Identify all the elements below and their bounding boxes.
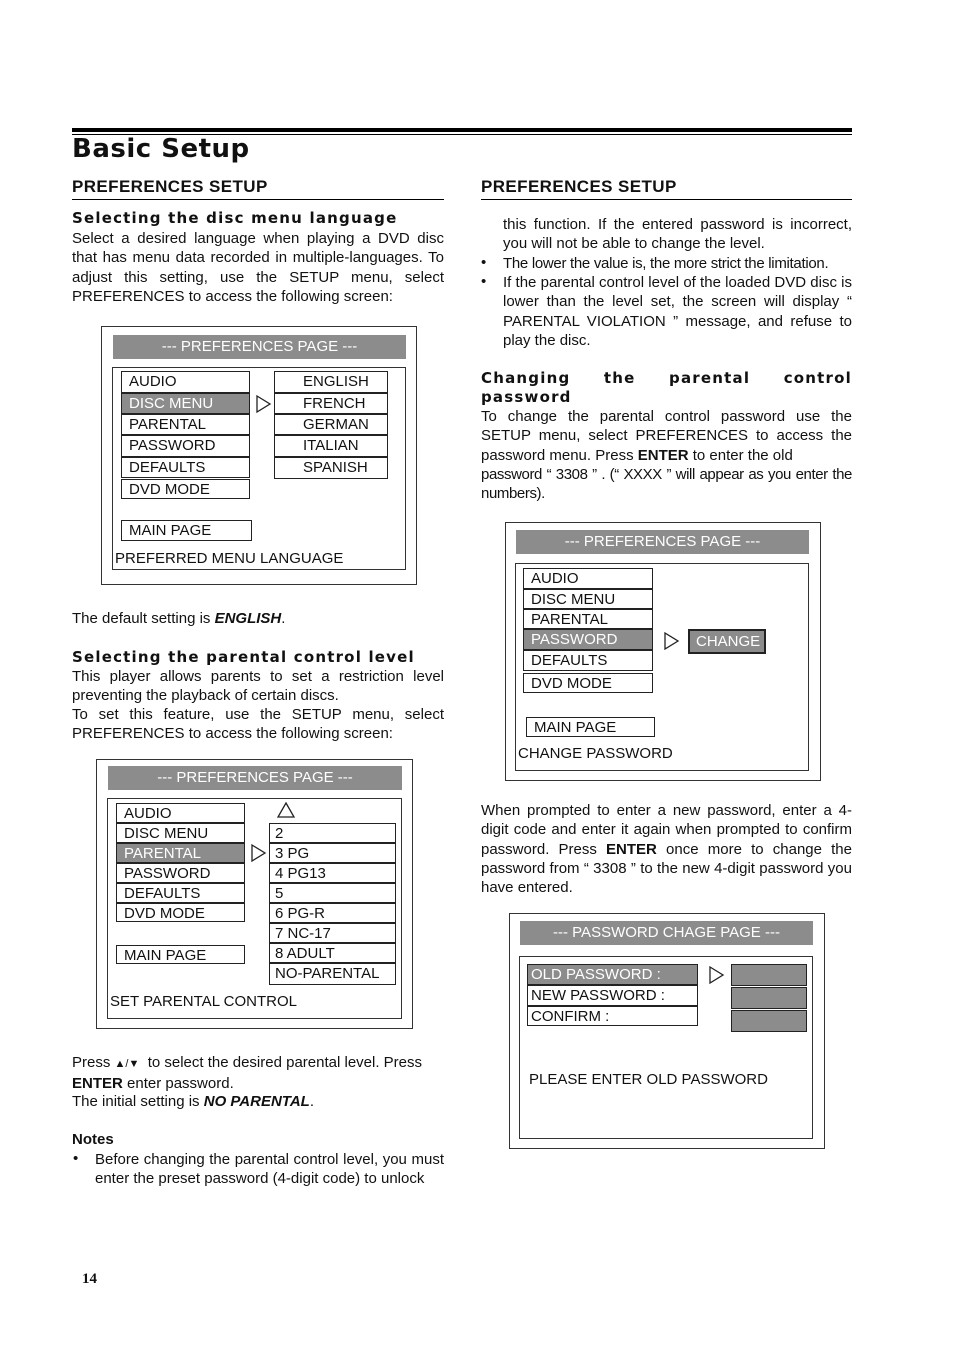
up-down-arrow-icon: ▲/▼ bbox=[114, 1058, 140, 1070]
language-option-german[interactable]: GERMAN bbox=[274, 414, 388, 435]
language-option-spanish[interactable]: SPANISH bbox=[274, 457, 388, 479]
menu-item-disc-menu[interactable]: DISC MENU bbox=[116, 823, 245, 843]
menu-item-parental[interactable]: PARENTAL bbox=[121, 414, 250, 435]
note-bullet-1: Before changing the parental control level, you must enter the preset password (4-digit code) to unlock bbox=[95, 1151, 444, 1188]
level-option[interactable]: 7 NC-17 bbox=[269, 923, 396, 943]
level-option-no-parental[interactable]: NO-PARENTAL bbox=[269, 963, 396, 985]
screen-status-text: PLEASE ENTER OLD PASSWORD bbox=[529, 1071, 768, 1088]
old-password-label: OLD PASSWORD : bbox=[527, 964, 698, 985]
right-section-title: PREFERENCES SETUP bbox=[481, 177, 677, 196]
arrow-right-icon bbox=[663, 632, 681, 650]
menu-item-dvd-mode[interactable]: DVD MODE bbox=[116, 903, 245, 922]
level-option[interactable]: 8 ADULT bbox=[269, 943, 396, 963]
menu-item-audio[interactable]: AUDIO bbox=[121, 371, 250, 393]
page-number: 14 bbox=[82, 1271, 97, 1287]
level-option[interactable]: 5 bbox=[269, 883, 396, 903]
bullet-dot: • bbox=[73, 1150, 79, 1167]
right-section-rule bbox=[481, 199, 852, 200]
password-heading: Changing the parental control password bbox=[481, 369, 852, 406]
main-page-button[interactable]: MAIN PAGE bbox=[116, 945, 245, 964]
screen-header: --- PREFERENCES PAGE --- bbox=[113, 335, 406, 359]
menu-item-disc-menu[interactable]: DISC MENU bbox=[523, 589, 653, 609]
parental-intro-1: This player allows parents to set a restriction level preventing the playback of certain discs. bbox=[72, 668, 444, 705]
screen-header: --- PREFERENCES PAGE --- bbox=[516, 530, 809, 554]
screen-header: --- PREFERENCES PAGE --- bbox=[108, 766, 402, 790]
menu-item-disc-menu[interactable]: DISC MENU bbox=[121, 393, 250, 414]
new-password-input[interactable] bbox=[731, 987, 807, 1009]
header-rule bbox=[72, 128, 852, 132]
bullet-dot: • bbox=[481, 273, 487, 290]
note-bullet-2: The lower the value is, the more strict the limitation. bbox=[503, 255, 829, 272]
change-button[interactable]: CHANGE bbox=[688, 629, 766, 654]
menu-item-audio[interactable]: AUDIO bbox=[116, 803, 245, 823]
menu-item-password[interactable]: PASSWORD bbox=[116, 863, 245, 883]
menu-item-parental[interactable]: PARENTAL bbox=[523, 609, 653, 629]
menu-item-defaults[interactable]: DEFAULTS bbox=[523, 650, 653, 671]
arrow-right-icon bbox=[708, 966, 726, 984]
screen-status-text: CHANGE PASSWORD bbox=[518, 745, 673, 762]
language-option-french[interactable]: FRENCH bbox=[274, 393, 388, 414]
initial-setting-text: The initial setting is NO PARENTAL. bbox=[72, 1093, 315, 1110]
menu-item-password[interactable]: PASSWORD bbox=[121, 435, 250, 457]
new-password-instructions: When prompted to enter a new password, enter a 4-digit code and enter it again when prompted to confirm password. Press ENTER once more to change the password from “ 3308 ” to the new 4-digit password you have entered. bbox=[481, 802, 852, 897]
level-option[interactable]: 4 PG13 bbox=[269, 863, 396, 883]
disc-menu-heading: Selecting the disc menu language bbox=[72, 209, 398, 227]
main-page-button[interactable]: MAIN PAGE bbox=[526, 717, 655, 737]
parental-press-instructions: Press ▲/▼ to select the desired parental level. Press ENTER enter password. bbox=[72, 1054, 423, 1093]
arrow-right-icon bbox=[255, 395, 273, 413]
left-section-rule bbox=[72, 199, 444, 200]
note-bullet-3: If the parental control level of the loaded DVD disc is lower than the level set, the screen will display “ PARENTAL VIOLATION ” message, and refuse to play the disc. bbox=[503, 274, 852, 349]
left-section-title: PREFERENCES SETUP bbox=[72, 177, 268, 196]
main-page-button[interactable]: MAIN PAGE bbox=[121, 520, 252, 541]
language-option-italian[interactable]: ITALIAN bbox=[274, 435, 388, 457]
bullet-dot: • bbox=[481, 254, 487, 271]
level-option[interactable]: 2 bbox=[269, 823, 396, 843]
level-option[interactable]: 6 PG-R bbox=[269, 903, 396, 923]
screen-status-text: PREFERRED MENU LANGUAGE bbox=[115, 550, 344, 567]
screen-status-text: SET PARENTAL CONTROL bbox=[110, 993, 297, 1010]
level-option[interactable]: 3 PG bbox=[269, 843, 396, 863]
disc-menu-intro: Select a desired language when playing a DVD disc that has menu data recorded in multiple-languages. To adjust this setting, use the SETUP menu, select PREFERENCES to access the following screen: bbox=[72, 230, 444, 305]
screen-header: --- PASSWORD CHAGE PAGE --- bbox=[520, 921, 813, 945]
arrow-right-icon bbox=[250, 844, 268, 862]
notes-title: Notes bbox=[72, 1131, 114, 1148]
parental-heading: Selecting the parental control level bbox=[72, 648, 415, 666]
language-option-english[interactable]: ENGLISH bbox=[274, 371, 388, 393]
note-bullet-1-continued: this function. If the entered password is incorrect, you will not be able to change the level. bbox=[503, 216, 852, 253]
password-intro: To change the parental control password use the SETUP menu, select PREFERENCES to access the password menu. Press ENTER to enter the old password “ 3308 ” . (“ XXXX ” will appear as you enter the numbers). bbox=[481, 408, 852, 503]
new-password-label: NEW PASSWORD : bbox=[527, 985, 698, 1006]
menu-item-password[interactable]: PASSWORD bbox=[523, 629, 653, 650]
menu-item-dvd-mode[interactable]: DVD MODE bbox=[121, 479, 250, 499]
menu-item-audio[interactable]: AUDIO bbox=[523, 568, 653, 589]
menu-item-defaults[interactable]: DEFAULTS bbox=[116, 883, 245, 903]
old-password-input[interactable] bbox=[731, 964, 807, 986]
page-title: Basic Setup bbox=[72, 134, 250, 164]
menu-item-defaults[interactable]: DEFAULTS bbox=[121, 457, 250, 478]
confirm-password-input[interactable] bbox=[731, 1010, 807, 1032]
menu-item-dvd-mode[interactable]: DVD MODE bbox=[523, 673, 653, 693]
menu-item-parental[interactable]: PARENTAL bbox=[116, 843, 245, 863]
default-setting-text: The default setting is ENGLISH. bbox=[72, 610, 286, 627]
arrow-up-icon bbox=[276, 802, 296, 819]
confirm-label: CONFIRM : bbox=[527, 1006, 698, 1026]
parental-intro-2: To set this feature, use the SETUP menu, select PREFERENCES to access the following screen: bbox=[72, 706, 444, 743]
